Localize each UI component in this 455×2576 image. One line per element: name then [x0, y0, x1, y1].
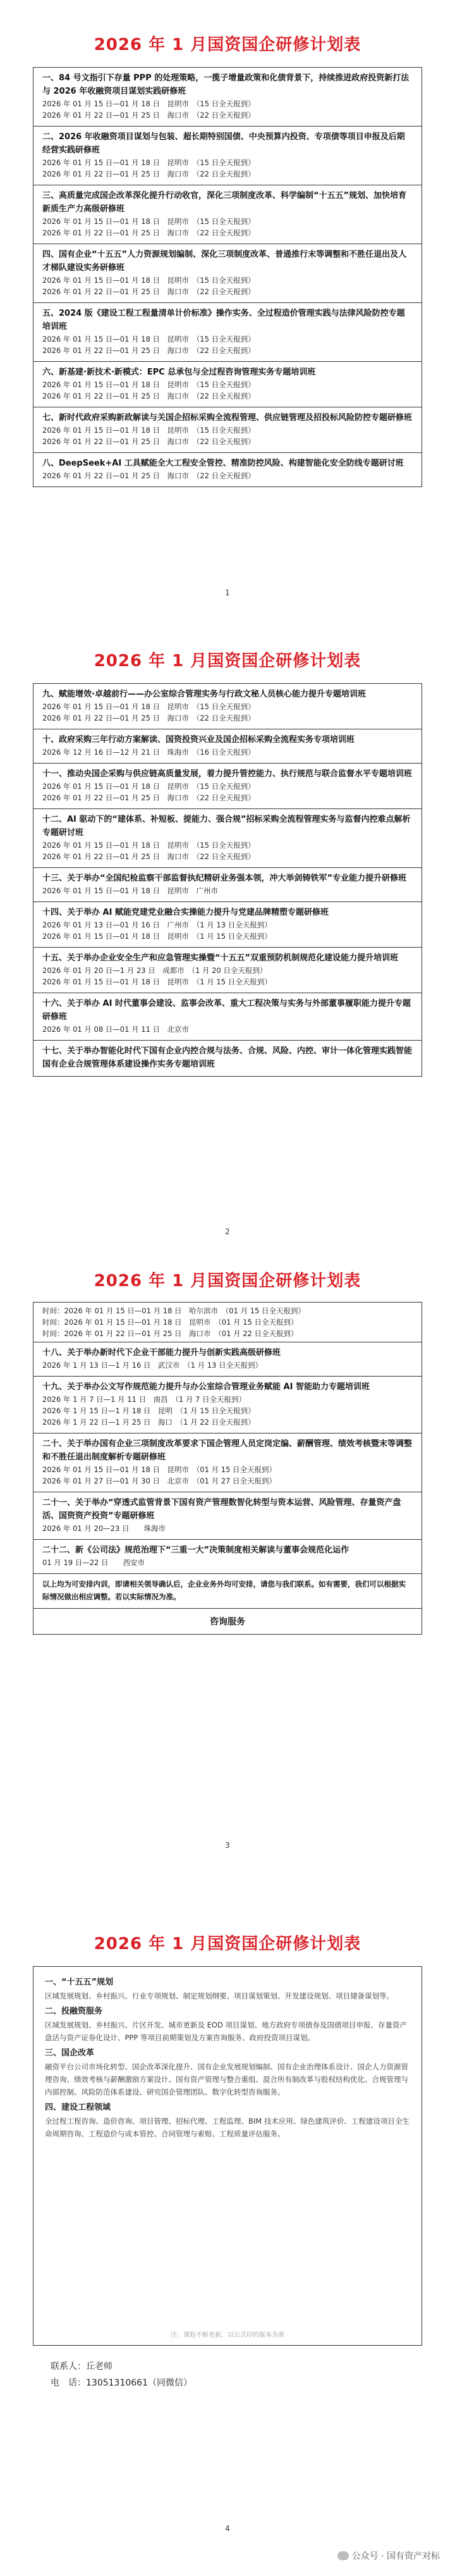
- course-title: 十五、关于举办企业安全生产和应急管理实操暨“十五五”双重预防机制规范化建设能力提升培训班: [42, 953, 399, 963]
- course-cell: [33, 948, 422, 993]
- course-cell: [33, 407, 422, 453]
- course-cell: [33, 1342, 422, 1377]
- date-line: 2026 年 01 月 22 日—01 月 25 日 海口市 （22 日全天报到）: [42, 714, 255, 722]
- date-line: 2026 年 1 月 15 日—1 月 18 日 昆明 （1 月 15 日全天报到）: [42, 1406, 255, 1415]
- date-line: 2026 年 01 月 15 日—01 月 18 日 昆明市 （1 月 15 日全天报到）: [42, 977, 272, 986]
- table-row: [33, 1377, 422, 1434]
- consult-service-box: [33, 1966, 422, 2346]
- course-cell: [33, 729, 422, 764]
- table-row: [33, 684, 422, 729]
- date-line: 2026 年 01 月 22 日—01 月 25 日 海口市 （22 日全天报到）: [42, 228, 255, 237]
- course-cell: [33, 362, 422, 407]
- table-row: [33, 729, 422, 764]
- date-line: 2026 年 01 月 15 日—01 月 18 日 昆明市 （15 日全天报到）: [42, 158, 255, 167]
- course-cell: [33, 303, 422, 362]
- table-row: [33, 185, 422, 244]
- date-line: 时间：2026 年 01 月 15 日—01 月 18 日 昆明市 （01 月 15 日全天报到）: [42, 1318, 298, 1327]
- date-line: 2026 年 01 月 27 日—01 月 30 日 北京市 （01 月 27 日全天报到）: [42, 1477, 277, 1485]
- course-cell: [33, 868, 422, 902]
- table-row: [33, 1041, 422, 1077]
- course-cell: [33, 902, 422, 948]
- date-line: 2026 年 1 月 22 日—1 月 25 日 海口 （1 月 22 日全天报到）: [42, 1418, 255, 1427]
- page-number: 4: [225, 2524, 230, 2533]
- course-cell: [33, 68, 422, 127]
- table-row: [33, 68, 422, 127]
- course-cell: [33, 1434, 422, 1492]
- date-line: 2026 年 01 月 22 日—01 月 25 日 海口市 （22 日全天报到）: [42, 170, 255, 178]
- course-title: 二、2026 年收融资项目谋划与包装、超长期特别国债、中央预算内投资、专项债等项目申报及后期经营实践研修班: [42, 132, 405, 155]
- date-line: 2026 年 1 月 7 日—1 月 11 日 南昌 （1 月 7 日全天报到）: [42, 1395, 246, 1404]
- consult-service-heading: 咨询服务: [33, 1609, 422, 1635]
- date-line: 2026 年 01 月 22 日—01 月 25 日 海口市 （22 日全天报到）: [42, 852, 255, 861]
- course-title: 四、国有企业“十五五”人力资源规划编制、深化三项制度改革、普通推行末等调整和不胜任退出及人才梯队建设实务研修班: [42, 250, 407, 273]
- footer-note: 注：课程不断更新，以公式印的版本为准: [171, 2332, 284, 2339]
- course-title: 十三、关于举办“全国纪检监察干部监督执纪精研业务强本领，冲大举剑铸铁军”专业能力提升研修班: [42, 874, 407, 883]
- course-cell: [33, 1540, 422, 1574]
- table-row: [33, 1303, 422, 1342]
- wechat-icon: [337, 2551, 349, 2560]
- date-line: 2026 年 01 月 15 日—01 月 18 日 昆明市 （15 日全天报到）: [42, 426, 255, 435]
- schedule-table-2: [33, 683, 422, 1077]
- table-row: [33, 1434, 422, 1492]
- table-row: [33, 868, 422, 902]
- course-title: 三、高质量完成国企改革深化提升行动收官，深化三项制度改革、科学编制“十五五”规划、加快培育新质生产力高级研修班: [42, 191, 407, 214]
- table-row: [33, 407, 422, 453]
- page-title: 2026 年 1 月国资国企研修计划表: [94, 1272, 361, 1291]
- course-cell: [33, 127, 422, 185]
- section-heading: 一、“十五五”规划: [45, 1978, 114, 1987]
- schedule-table-1: [33, 67, 422, 487]
- note-text: 以上均为可安排内训，即请相关领导确认后，企业业务外均可安排，请您与我们联系。如有需要，我们可以根据实际情况做出相应调整。若以实际情况为准。: [42, 1580, 406, 1601]
- section-heading: 四、建设工程领域: [45, 2103, 111, 2112]
- table-row: [33, 453, 422, 487]
- section-body: 融资平台公司市场化转型、国企改革深化提升、国有企业发展规划编制、国有企业治理体系设计、国企人力资源管理咨询、绩效考核与薪酬激励方案设计、国有资产管理与整合重组、混合所有制改革与股权结构优化、合规管理与内部控制、风险防范体系建设、研究国企管理团队、数字化转型咨询服务。: [45, 2062, 408, 2096]
- page-title: 2026 年 1 月国资国企研修计划表: [94, 35, 361, 54]
- course-title: 五、2024 版《建设工程工程量清单计价标准》操作实务、全过程造价管理实践与法律风险防控专题培训班: [42, 309, 405, 331]
- course-cell: [33, 1492, 422, 1540]
- date-line: 2026 年 01 月 22 日—01 月 25 日 海口市 （22 日全天报到）: [42, 346, 255, 355]
- table-row: [33, 1492, 422, 1540]
- course-title: 九、赋能增效·卓越前行——办公室综合管理实务与行政文秘人员核心能力提升专题培训班: [42, 690, 366, 699]
- table-row: [33, 127, 422, 185]
- watermark: 公众号 · 国有资产对标: [337, 2549, 440, 2562]
- date-line: 2026 年 01 月 15 日—01 月 18 日 昆明市 （15 日全天报到）: [42, 99, 255, 108]
- course-title: 二十二、新《公司法》规范治理下“三重一大”决策制度相关解读与董事会规范化运作: [42, 1545, 349, 1555]
- course-cell: [33, 1377, 422, 1434]
- table-row: [33, 1574, 422, 1609]
- date-line: 2026 年 01 月 22 日—01 月 25 日 海口市 （22 日全天报到）: [42, 111, 255, 120]
- date-line: 2026 年 01 月 15 日—01 月 18 日 昆明市 （15 日全天报到）: [42, 217, 255, 226]
- table-row: [33, 764, 422, 809]
- date-line: 2026 年 1 月 13 日—1 月 16 日 武汉市 （1 月 13 日全天报到）: [42, 1361, 263, 1370]
- course-title: 十六、关于举办 AI 时代董事会建设、监事会改革、重大工程决策与实务与外部董事履职能力提升专题研修班: [42, 999, 411, 1022]
- date-line: 2026 年 01 月 20—23 日 珠海市: [42, 1524, 166, 1533]
- date-line: 2026 年 01 月 08 日—01 月 11 日 北京市: [42, 1025, 190, 1034]
- date-line: 2026 年 01 月 15 日—01 月 18 日 昆明市 （15 日全天报到）: [42, 841, 255, 850]
- date-line: 2026 年 01 月 15 日—01 月 18 日 昆明市 广州市: [42, 886, 219, 895]
- table-row: [33, 362, 422, 407]
- section-heading: 二、投融资服务: [45, 2007, 103, 2016]
- page-number: 3: [225, 1841, 230, 1850]
- course-cell: [33, 244, 422, 303]
- section-body: 全过程工程咨询、造价咨询、项目管理、招标代理、工程监理、BIM 技术应用、绿色建筑评价、工程建设项目全生命周期咨询、工程造价与成本管控、合同管理与索赔、工程质量评估服务。: [45, 2117, 410, 2138]
- course-title: 十一、推动央国企采购与供应链高质量发展，着力提升管控能力、执行规范与联合监督水平专题培训班: [42, 769, 413, 779]
- course-cell: [33, 764, 422, 809]
- table-row: [33, 809, 422, 868]
- course-title: 十、政府采购三年行动方案解读、国资投资兴业及国企招标采购全流程实务专项培训班: [42, 735, 355, 745]
- course-cell: [33, 809, 422, 868]
- course-cell: [33, 684, 422, 729]
- section-heading: 三、国企改革: [45, 2048, 95, 2058]
- date-line: 2026 年 01 月 22 日—01 月 25 日 海口市 （22 日全天报到）: [42, 287, 255, 296]
- section-body: 区域发展规划、乡村振兴、行业专项规划、制定规划纲要、项目谋划策划、开发建设规划、项目储备谋划等。: [45, 1991, 394, 2000]
- date-line: 2026 年 01 月 22 日—01 月 25 日 海口市 （22 日全天报到）: [42, 392, 255, 400]
- date-line: 2026 年 01 月 15 日—01 月 18 日 昆明市 （15 日全天报到）: [42, 380, 255, 389]
- course-cell: [33, 453, 422, 487]
- course-title: 八、DeepSeek+AI 工具赋能全大工程安全管控、精准防控风险、构建智能化安全防线专题研讨班: [42, 459, 404, 468]
- schedule-table-3: [33, 1302, 422, 1635]
- page-number: 2: [225, 1227, 230, 1236]
- date-line: 2026 年 01 月 15 日—01 月 18 日 昆明市 （15 日全天报到）: [42, 782, 255, 791]
- contact-name: 联系人：丘老师: [51, 2362, 112, 2372]
- table-row: [33, 993, 422, 1041]
- course-title: 十二、AI 驱动下的“建体系、补短板、提能力、强合规”招标采购全流程管理实务与监督内控难点解析专题研讨班: [42, 815, 411, 838]
- table-row: [33, 1540, 422, 1574]
- section-body: 区域发展规划、乡村振兴、片区开发、城市更新及 EOD 项目谋划、地方政府专项债券及国债项目申报、存量资产盘活与资产证券化设计、PPP 等项目前期策划及方案咨询服务、政府投资项目谋划。: [45, 2021, 407, 2042]
- course-title: 十八、关于举办新时代下企业干部能力提升与创新实践高级研修班: [42, 1348, 281, 1358]
- date-line: 2026 年 01 月 15 日—01 月 18 日 昆明市 （01 月 15 日全天报到）: [42, 1465, 277, 1474]
- table-row: [33, 303, 422, 362]
- date-line: 2026 年 01 月 15 日—01 月 18 日 昆明市 （1 月 15 日全天报到）: [42, 932, 272, 941]
- contact-phone: 电 话：13051310661（同微信）: [51, 2378, 192, 2388]
- date-line: 时间：2026 年 01 月 22 日—01 月 25 日 海口市 （01 月 22 日全天报到）: [42, 1329, 298, 1338]
- date-line: 2026 年 01 月 22 日—01 月 25 日 海口市 （22 日全天报到）: [42, 793, 255, 802]
- course-cell: [33, 993, 422, 1041]
- course-title: 十七、关于举办智能化时代下国有企业内控合规与法务、合规、风险、内控、审计一体化管理实践智能国有企业合规管理体系建设操作实务专题培训班: [42, 1046, 413, 1069]
- page-number: 1: [225, 588, 230, 597]
- date-line: 01 月 19 日—22 日 西安市: [42, 1558, 145, 1567]
- course-title: 六、新基建·新技术·新模式：EPC 总承包与全过程咨询管理实务专题培训班: [42, 368, 316, 377]
- course-cell: [33, 185, 422, 244]
- date-line: 2026 年 01 月 15 日—01 月 18 日 昆明市 （15 日全天报到）: [42, 335, 255, 344]
- table-row: [33, 244, 422, 303]
- course-title: 十四、关于举办 AI 赋能党建党业融合实操能力提升与党建品牌精塑专题研修班: [42, 908, 329, 917]
- table-row: [33, 948, 422, 993]
- table-row: [33, 902, 422, 948]
- date-line: 2026 年 01 月 22 日—01 月 25 日 海口市 （22 日全天报到）: [42, 437, 255, 446]
- course-title: 十九、关于举办公文写作规范能力提升与办公室综合管理业务赋能 AI 智能助力专题培训班: [42, 1382, 370, 1392]
- page-title: 2026 年 1 月国资国企研修计划表: [94, 652, 361, 671]
- date-line: 2026 年 01 月 22 日—01 月 25 日 海口市 （22 日全天报到）: [42, 471, 255, 480]
- date-line: 时间：2026 年 01 月 15 日—01 月 18 日 哈尔滨市 （01 月 15 日全天报到）: [42, 1306, 306, 1315]
- course-title: 七、新时代政府采购新政解读与关国企招标采购全流程管理、供应链管理及招投标风险防控专题研修班: [42, 413, 413, 423]
- table-row: [33, 1342, 422, 1377]
- course-title: 二十一、关于举办“穿透式监管背景下国有资产管理数智化转型与资本运营、风险管理、存量资产盘活、国资资产投资”专题研修班: [42, 1498, 401, 1521]
- course-cell: [33, 1041, 422, 1077]
- course-title: 一、84 号文指引下存量 PPP 的处理策略，一揽子增量政策和化债背景下，持续推进政府投资新打法与 2026 年收融资项目谋划实践研修班: [42, 73, 410, 96]
- page-title: 2026 年 1 月国资国企研修计划表: [94, 1935, 361, 1954]
- table-row: [33, 1609, 422, 1635]
- course-title: 二十、关于举办国有企业三项制度改革要求下国企管理人员定岗定编、薪酬管理、绩效考核暨末等调整和不胜任退出制度解析专题研修班: [42, 1439, 413, 1462]
- date-line: 2026 年 12 月 16 日—12 月 21 日 珠海市 （16 日全天报到）: [42, 748, 255, 757]
- date-line: 2026 年 01 月 15 日—01 月 18 日 昆明市 （15 日全天报到）: [42, 276, 255, 285]
- date-line: 2026 年 01 月 13 日—01 月 16 日 广州市 （1 月 13 日全天报到）: [42, 920, 272, 929]
- date-line: 2026 年 01 月 15 日—01 月 18 日 昆明市 （15 日全天报到）: [42, 702, 255, 711]
- date-line: 2026 年 01 月 20 日—1 月 23 日 成都市 （1 月 20 日全天报到）: [42, 966, 267, 975]
